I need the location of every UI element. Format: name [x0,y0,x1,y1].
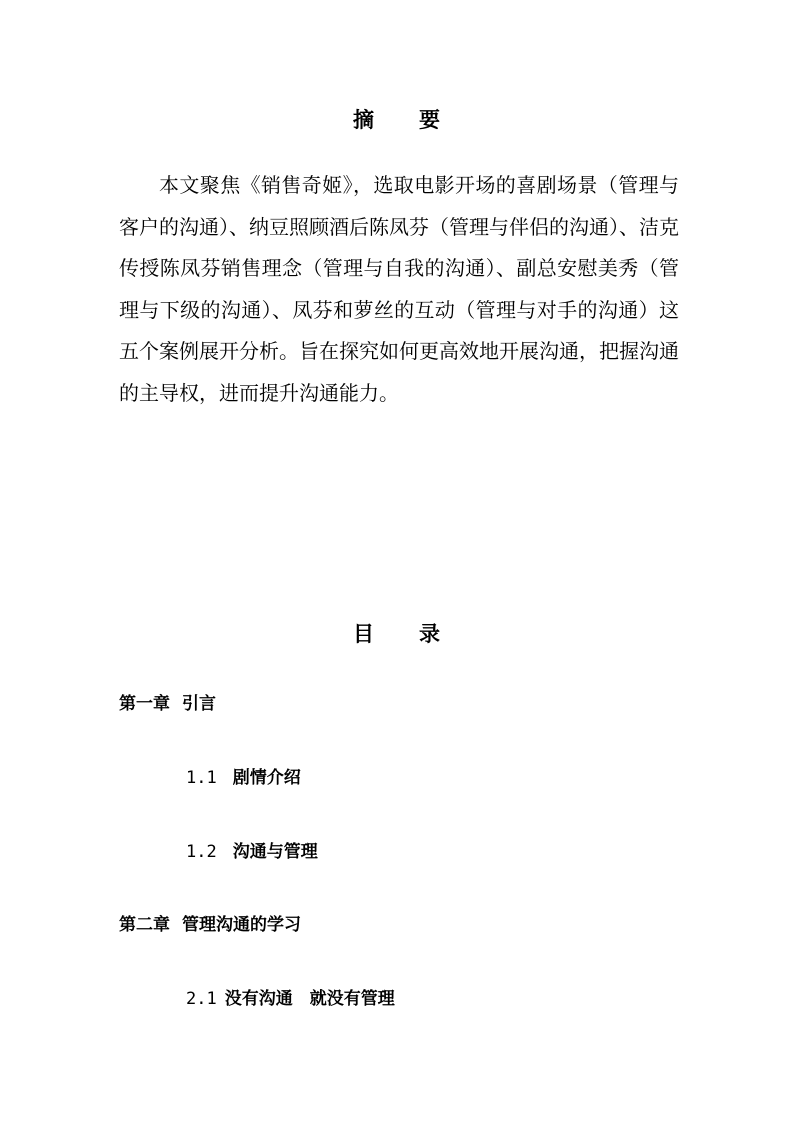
toc-title: 目 录 [352,622,459,646]
toc-entry-chapter-1[interactable] [119,692,216,716]
toc-entry-number: 2.1 [186,989,217,1009]
toc-entry-text: 沟通与管理 [232,842,318,862]
toc-entry-1-1[interactable] [186,766,301,790]
toc-entry-2-1[interactable] [186,987,395,1011]
toc-entry-number: 1.2 [186,842,217,862]
toc-entry-number: 第二章 [119,915,170,935]
toc-entry-chapter-2[interactable] [119,913,301,937]
abstract-title: 摘 要 [352,108,459,132]
toc-entry-number: 第一章 [119,694,170,714]
toc-entry-text: 剧情介绍 [232,768,301,788]
toc-entry-text: 引言 [182,694,216,714]
abstract-body: 本文聚焦《销售奇姬》，选取电影开场的喜剧场景（管理与客户的沟通）、纳豆照顾酒后陈凤芬（管理与伴侣的沟通）、洁克传授陈凤芬销售理念（管理与自我的沟通）、副总安慰美秀（管理与下级的沟通）、凤芬和萝丝的互动（管理与对手的沟通）这五个案例展开分析。旨在探究如何更高效地开展沟通，把握沟通的主导权，进而提升沟通能力。 [119,173,679,405]
toc-entry-number: 1.1 [186,768,217,788]
toc-entry-text: 管理沟通的学习 [182,915,301,935]
toc-entry-1-2[interactable] [186,840,318,864]
toc-entry-text: 没有沟通 就没有管理 [224,989,395,1009]
